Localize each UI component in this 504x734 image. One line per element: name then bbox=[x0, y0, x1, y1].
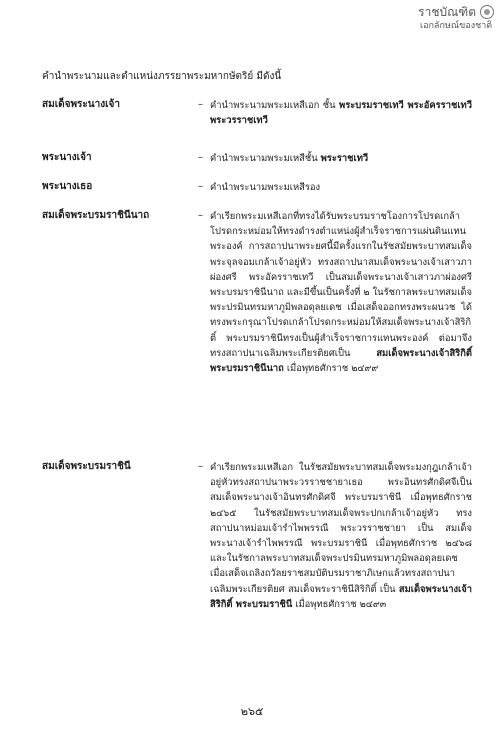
intro-text: คำนำพระนามและตำแหน่งภรรยาพระมหากษัตริย์ มีดังนี้ bbox=[42, 71, 282, 82]
entry-dash: – bbox=[198, 461, 203, 472]
entry-term: พระนางเจ้า bbox=[42, 152, 92, 163]
page-number: ๒๖๕ bbox=[240, 705, 264, 718]
definition-entry bbox=[42, 98, 472, 142]
entry-bold-text: พระบรมราชเทวี พระอัครราชเทวี พระวรราชเทวี bbox=[210, 100, 472, 127]
entry-after-text: เมื่อพุทธศักราช ๒๔๙๓ bbox=[292, 598, 387, 610]
header-logo bbox=[418, 5, 494, 32]
entry-term: พระนางเธอ bbox=[42, 181, 93, 192]
entry-bold-text: พระราชเทวี bbox=[320, 153, 369, 164]
entry-after-text: เมื่อพุทธศักราช ๒๔๙๙ bbox=[283, 363, 379, 375]
seal-icon bbox=[480, 5, 494, 19]
entry-dash: – bbox=[198, 99, 203, 110]
definition-entry bbox=[42, 180, 472, 200]
logo-subtitle: เอกลักษณ์ของชาติ bbox=[420, 21, 493, 31]
entry-dash: – bbox=[198, 210, 203, 221]
definition-list bbox=[42, 98, 472, 734]
entry-description bbox=[210, 180, 472, 200]
entry-description bbox=[210, 98, 472, 142]
entry-bold-text: สมเด็จพระนางเจ้าสิริกิติ์ พระบรมราชินีนาถ bbox=[210, 347, 472, 375]
entry-text: คำเรียกพระมเหสีเอกที่ทรงได้รับพระบรมราชโองการโปรดเกล้าโปรดกระหม่อมให้ทรงดำรงตำแหน่งผู้สำเร็จราชการแผ่นดินแทนพระองค์ การสถาปนาพระยศนี้มีครั้งแรกในรัชสมัยพระบาทสมเด็จพระจุลจอมเกล้าเจ้าอยู่หัว ทรงสถาปนาสมเด็จพระนางเจ้าเสาวภาผ่องศรี พระอัครราชเทวี เป็นสมเด็จพระนางเจ้าเสาวภาผ่องศรี พระบรมราชินีนาถ และมีขึ้นเป็นครั้งที่ ๒ ในรัชกาลพระบาทสมเด็จพระปรมินทรมหาภูมิพลอดุลยเดช เมื่อเสด็จออกทรงพระผนวช ได้ทรงพระกรุณาโปรดเกล้าโปรดกระหม่อมให้สมเด็จพระนางเจ้าสิริกิติ์ พระบรมราชินีทรงเป็นผู้สำเร็จราชการแทนพระองค์ ต่อมาจึงทรงสถาปนาเฉลิมพระเกียรติยศเป็น bbox=[210, 211, 472, 359]
entry-term: สมเด็จพระบรมราชินีนาถ bbox=[42, 210, 150, 221]
logo-title: ราชบัณฑิต bbox=[418, 5, 476, 19]
entry-description bbox=[210, 151, 472, 171]
definition-entry bbox=[42, 209, 472, 451]
entry-text: คำเรียกพระมเหสีเอก ในรัชสมัยพระบาทสมเด็จพระมงกุฎเกล้าเจ้าอยู่หัวทรงสถาปนาพระวรราชชายาเธอ พระอินทรศักดิศจีเป็นสมเด็จพระนางเจ้าอินทรศักดิศจี พระบรมราชินี เมื่อพุทธศักราช ๒๔๖๕ ในรัชสมัยพระบาทสมเด็จพระปกเกล้าเจ้าอยู่หัว ทรงสถาปนาหม่อมเจ้ารำไพพรรณี พระวรราชชายา เป็น สมเด็จพระนางเจ้ารำไพพรรณี พระบรมราชินี เมื่อพุทธศักราช ๒๔๖๘ และในรัชกาลพระบาทสมเด็จพระปรมินทรมหาภูมิพลอดุลยเดช เมื่อเสด็จเถลิงถวัลยราชสมบัติบรมราชาภิเษกแล้วทรงสถาปนาเฉลิมพระเกียรติยศ สมเด็จพระราชินีสิริกิติ์ เป็น bbox=[210, 462, 472, 595]
entry-term: สมเด็จพระนางเจ้า bbox=[42, 99, 121, 110]
entry-bold-text: สมเด็จพระนางเจ้าสิริกิติ์ พระบรมราชินี bbox=[210, 583, 472, 610]
entry-dash: – bbox=[198, 181, 203, 192]
entry-description bbox=[210, 209, 472, 451]
definition-entry bbox=[42, 460, 472, 725]
entry-text: คำนำพระนามพระมเหสีชั้น bbox=[210, 153, 321, 164]
entry-description bbox=[210, 460, 472, 725]
entry-dash: – bbox=[198, 152, 203, 163]
entry-term: สมเด็จพระบรมราชินี bbox=[42, 461, 131, 472]
entry-text: คำนำพระนามพระมเหสีรอง bbox=[210, 182, 321, 193]
definition-entry bbox=[42, 151, 472, 171]
entry-text: คำนำพระนามพระมเหสีเอก ชั้น bbox=[210, 100, 340, 111]
